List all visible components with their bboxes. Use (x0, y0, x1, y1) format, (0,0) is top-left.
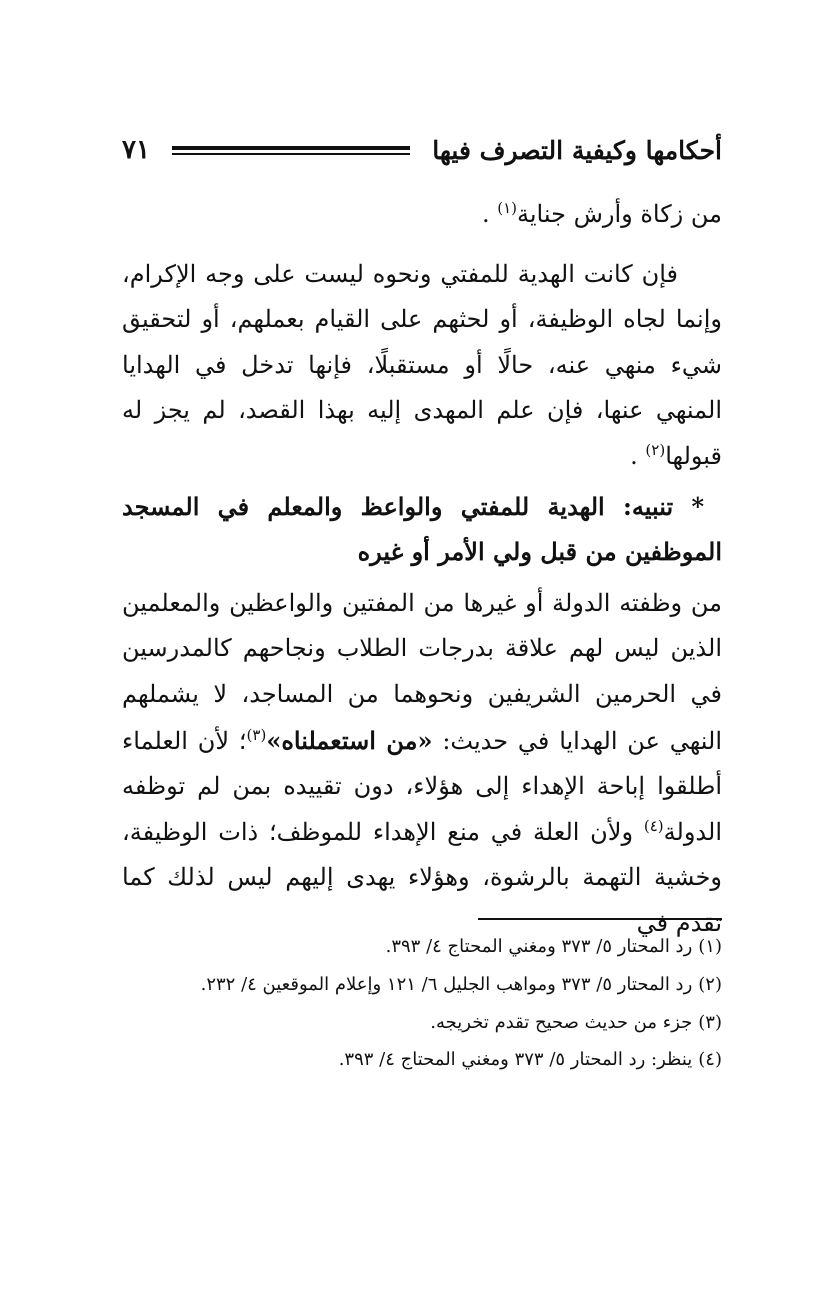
paragraph2-part-b: ؛ لأن العلماء أطلقوا إباحة الإهداء إلى هؤلاء، دون تقييده بمن لم توظفه الدولة (122, 726, 722, 846)
paragraph-gift-mufti (122, 252, 722, 480)
footnote-3 (122, 1004, 722, 1042)
running-title: أحكامها وكيفية التصرف فيها (432, 135, 722, 165)
footnote-ref-2: (٢) (645, 440, 666, 459)
footnote-number: (٣) (698, 1011, 722, 1033)
footnote-text: رد المحتار ٥/ ٣٧٣ ومغني المحتاج ٤/ ٣٩٣. (385, 936, 693, 957)
paragraph1-text: فإن كانت الهدية للمفتي ونحوه ليست على وجه الإكرام، وإنما لجاه الوظيفة، أو لحثهم على القيام بعملهم، أو لتحقيق شيء منهي عنه، حالًا أو مستقبلًا، فإنها تدخل في الهدايا المنهي عنها، فإن علم المهدى إليه بهذا القصد، لم يجز له قبولها (122, 259, 722, 470)
footnote-text: جزء من حديث صحيح تقدم تخريجه. (430, 1011, 693, 1033)
page-header (122, 128, 722, 172)
footnote-ref-3: (٣) (246, 725, 267, 744)
intro-line (122, 192, 722, 242)
paragraph2-part-a: من وظفته الدولة أو غيرها من المفتين والواعظين والمعلمين الذين ليس لهم علاقة بدرجات الطلاب ونجاحهم كالمدرسين في الحرمين الشريفين ونحوهما من المساجد، لا يشملهم النهي عن الهدايا في حديث: (122, 588, 722, 755)
body-text (122, 192, 722, 947)
hadith-quote: «من استعملناه» (266, 725, 433, 755)
footnote-number: (١) (698, 936, 722, 957)
footnote-number: (٢) (698, 973, 722, 995)
header-rule (172, 146, 410, 155)
footnote-ref-4: (٤) (643, 816, 664, 835)
footnote-2 (122, 966, 722, 1004)
note-heading: * تنبيه: الهدية للمفتي والواعظ والمعلم في المسجد الموظفين من قبل ولي الأمر أو غيره (122, 491, 722, 567)
paragraph2-part-c: ولأن العلة في منع الإهداء للموظف؛ ذات الوظيفة، وخشية التهمة بالرشوة، وهؤلاء يهدى إليهم ليس لذلك كما تقدم في (122, 817, 722, 937)
footnote-ref-1: (١) (497, 199, 517, 217)
footnote-separator (478, 918, 722, 920)
intro-end: . (481, 200, 498, 228)
footnote-text: رد المحتار ٥/ ٣٧٣ ومواهب الجليل ٦/ ١٢١ وإعلام الموقعين ٤/ ٢٣٢. (200, 973, 693, 995)
intro-text: من زكاة وأرش جناية (517, 200, 722, 228)
footnotes (122, 928, 722, 1079)
page-number: ٧١ (122, 135, 150, 165)
footnote-4 (122, 1041, 722, 1079)
paragraph1-end: . (630, 441, 646, 470)
footnote-number: (٤) (698, 1049, 722, 1071)
footnote-text: ينظر: رد المحتار ٥/ ٣٧٣ ومغني المحتاج ٤/ ٣٩٣. (338, 1049, 693, 1071)
footnote-1 (122, 928, 722, 966)
paragraph-employed-teachers (122, 581, 722, 947)
